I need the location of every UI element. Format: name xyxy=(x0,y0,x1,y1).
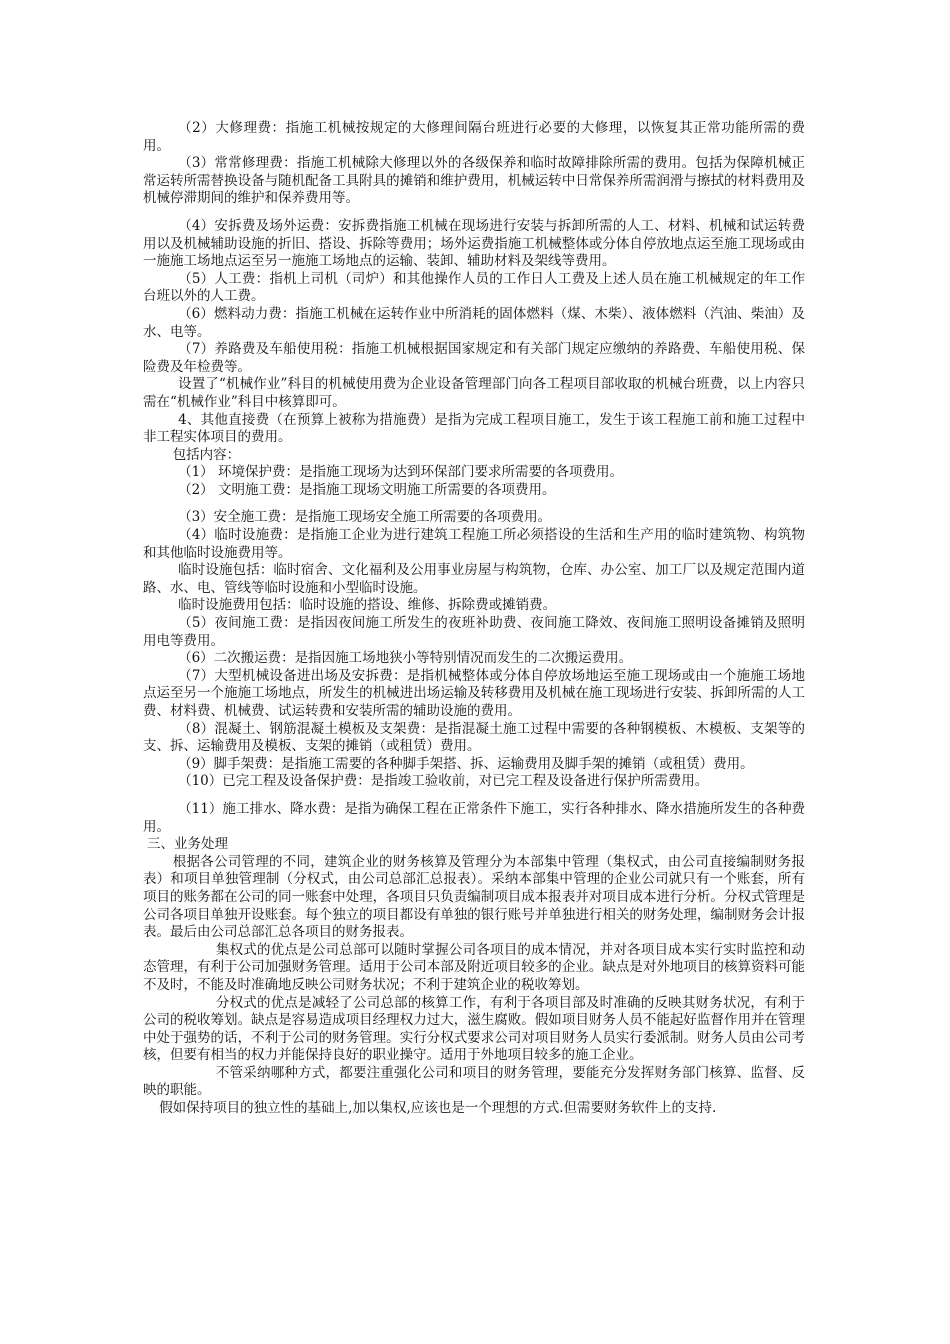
paragraph: （9）脚手架费：是指施工需要的各种脚手架搭、拆、运输费用及脚手架的摊销（或租赁）费用。 xyxy=(178,755,754,772)
paragraph: （11）施工排水、降水费：是指为确保工程在正常条件下施工，实行各种排水、降水措施所发生的各种费用。 xyxy=(143,800,805,835)
paragraph: 临时设施费用包括：临时设施的搭设、维修、拆除费或摊销费。 xyxy=(178,597,557,614)
paragraph: 根据各公司管理的不同，建筑企业的财务核算及管理分为本部集中管理（集权式，由公司直接编制财务报表）和项目单独管理制（分权式，由公司总部汇总报表）。采纳本部集中管理的企业公司就只有一个账套，所有项目的账务都在公司的同一账套中处理，各项目只负责编制项目成本报表并对项目成本进行分析。分权式管理是公司各项目单独开设账套。每个独立的项目都设有单独的银行账号并单独进行相关的财务处理，编制财务会计报表。最后由公司总部汇总各项目的财务报表。 xyxy=(143,853,805,941)
paragraph: 临时设施包括：临时宿舍、文化福利及公用事业房屋与构筑物，仓库、办公室、加工厂以及规定范围内道路、水、电、管线等临时设施和小型临时设施。 xyxy=(143,562,805,596)
paragraph: （6）燃料动力费：指施工机械在运转作业中所消耗的固体燃料（煤、木柴）、液体燃料（汽油、柴油）及水、电等。 xyxy=(143,305,805,340)
paragraph: 不管采纳哪种方式，都要注重强化公司和项目的财务管理，要能充分发挥财务部门核算、监督、反映的职能。 xyxy=(143,1064,805,1099)
paragraph: 包括内容： xyxy=(172,446,241,463)
paragraph: 三、业务处理 xyxy=(147,836,229,853)
paragraph: （2）大修理费：指施工机械按规定的大修理间隔台班进行必要的大修理，以恢复其正常功能所需的费用。 xyxy=(143,120,805,154)
paragraph: 集权式的优点是公司总部可以随时掌握公司各项目的成本情况，并对各项目成本实行实时监控和动态管理，有利于公司加强财务管理。适用于公司本部及附近项目较多的企业。缺点是对外地项目的核算资料可能不及时，不能及时准确地反映公司财务状况；不利于建筑企业的税收筹划。 xyxy=(143,941,805,993)
paragraph: 假如保持项目的独立性的基础上,加以集权,应该也是一个理想的方式.但需要财务软件上的支持. xyxy=(159,1100,717,1117)
paragraph: （10）已完工程及设备保护费：是指竣工验收前，对已完工程及设备进行保护所需费用。 xyxy=(178,773,709,790)
document-body xyxy=(143,120,805,1118)
paragraph: （2） 文明施工费：是指施工现场文明施工所需要的各项费用。 xyxy=(178,481,556,498)
paragraph: （5）人工费：指机上司机（司炉）和其他操作人员的工作日人工费及上述人员在施工机械规定的年工作台班以外的人工费。 xyxy=(143,270,805,305)
paragraph: （6）二次搬运费：是指因施工场地狭小等特别情况而发生的二次搬运费用。 xyxy=(178,650,633,667)
paragraph: （3）安全施工费：是指施工现场安全施工所需要的各项费用。 xyxy=(178,509,552,526)
paragraph: （5）夜间施工费：是指因夜间施工所发生的夜班补助费、夜间施工降效、夜间施工照明设备摊销及照明用电等费用。 xyxy=(143,615,805,649)
paragraph: （4）临时设施费：是指施工企业为进行建筑工程施工所必须搭设的生活和生产用的临时建筑物、构筑物和其他临时设施费用等。 xyxy=(143,527,805,561)
paragraph: （7）养路费及车船使用税：指施工机械根据国家规定和有关部门规定应缴纳的养路费、车船使用税、保险费及年检费等。 xyxy=(143,341,805,375)
paragraph: 4、其他直接费（在预算上被称为措施费）是指为完成工程项目施工，发生于该工程施工前和施工过程中非工程实体项目的费用。 xyxy=(143,411,805,446)
paragraph: （8）混凝土、钢筋混凝土模板及支架费：是指混凝土施工过程中需要的各种钢模板、木模板、支架等的支、拆、运输费用及模板、支架的摊销（或租赁）费用。 xyxy=(143,720,805,755)
paragraph-gap xyxy=(143,208,805,218)
paragraph-gap xyxy=(143,791,805,801)
paragraph: （4）安拆费及场外运费：安拆费指施工机械在现场进行安装与拆卸所需的人工、材料、机械和试运转费用以及机械辅助设施的折旧、搭设、拆除等费用；场外运费指施工机械整体或分体自停放地点运至施工现场或由一施施工场地点运至另一施施工场地点的运输、装卸、辅助材料及架线等费用。 xyxy=(143,217,805,270)
paragraph: （7）大型机械设备进出场及安拆费：是指机械整体或分体自停放场地运至施工现场或由一个施施工场地点运至另一个施施工场地点，所发生的机械进出场运输及转移费用及机械在施工现场进行安装、拆卸所需的人工费、材料费、机械费、试运转费和安装所需的辅助设施的费用。 xyxy=(143,667,805,719)
paragraph-gap xyxy=(143,499,805,509)
paragraph: 分权式的优点是减轻了公司总部的核算工作，有利于各项目部及时准确的反映其财务状况，有利于公司的税收筹划。缺点是容易造成项目经理权力过大，滋生腐败。假如项目财务人员不能起好监督作用并在管理中处于强势的话，不利于公司的财务管理。实行分权式要求公司对项目财务人员实行委派制。财务人员由公司考核，但要有相当的权力并能保持良好的职业操守。适用于外地项目较多的施工企业。 xyxy=(143,994,805,1064)
paragraph: （3）常常修理费：指施工机械除大修理以外的各级保养和临时故障排除所需的费用。包括为保障机械正常运转所需替换设备与随机配备工具附具的摊销和维护费用，机械运转中日常保养所需润滑与擦拭的材料费用及机械停滞期间的维护和保养费用等。 xyxy=(143,155,805,207)
paragraph: 设置了“机械作业”科目的机械使用费为企业设备管理部门向各工程项目部收取的机械台班费，以上内容只需在“机械作业”科目中核算即可。 xyxy=(143,376,805,410)
paragraph: （1） 环境保护费：是指施工现场为达到环保部门要求所需要的各项费用。 xyxy=(178,464,623,481)
